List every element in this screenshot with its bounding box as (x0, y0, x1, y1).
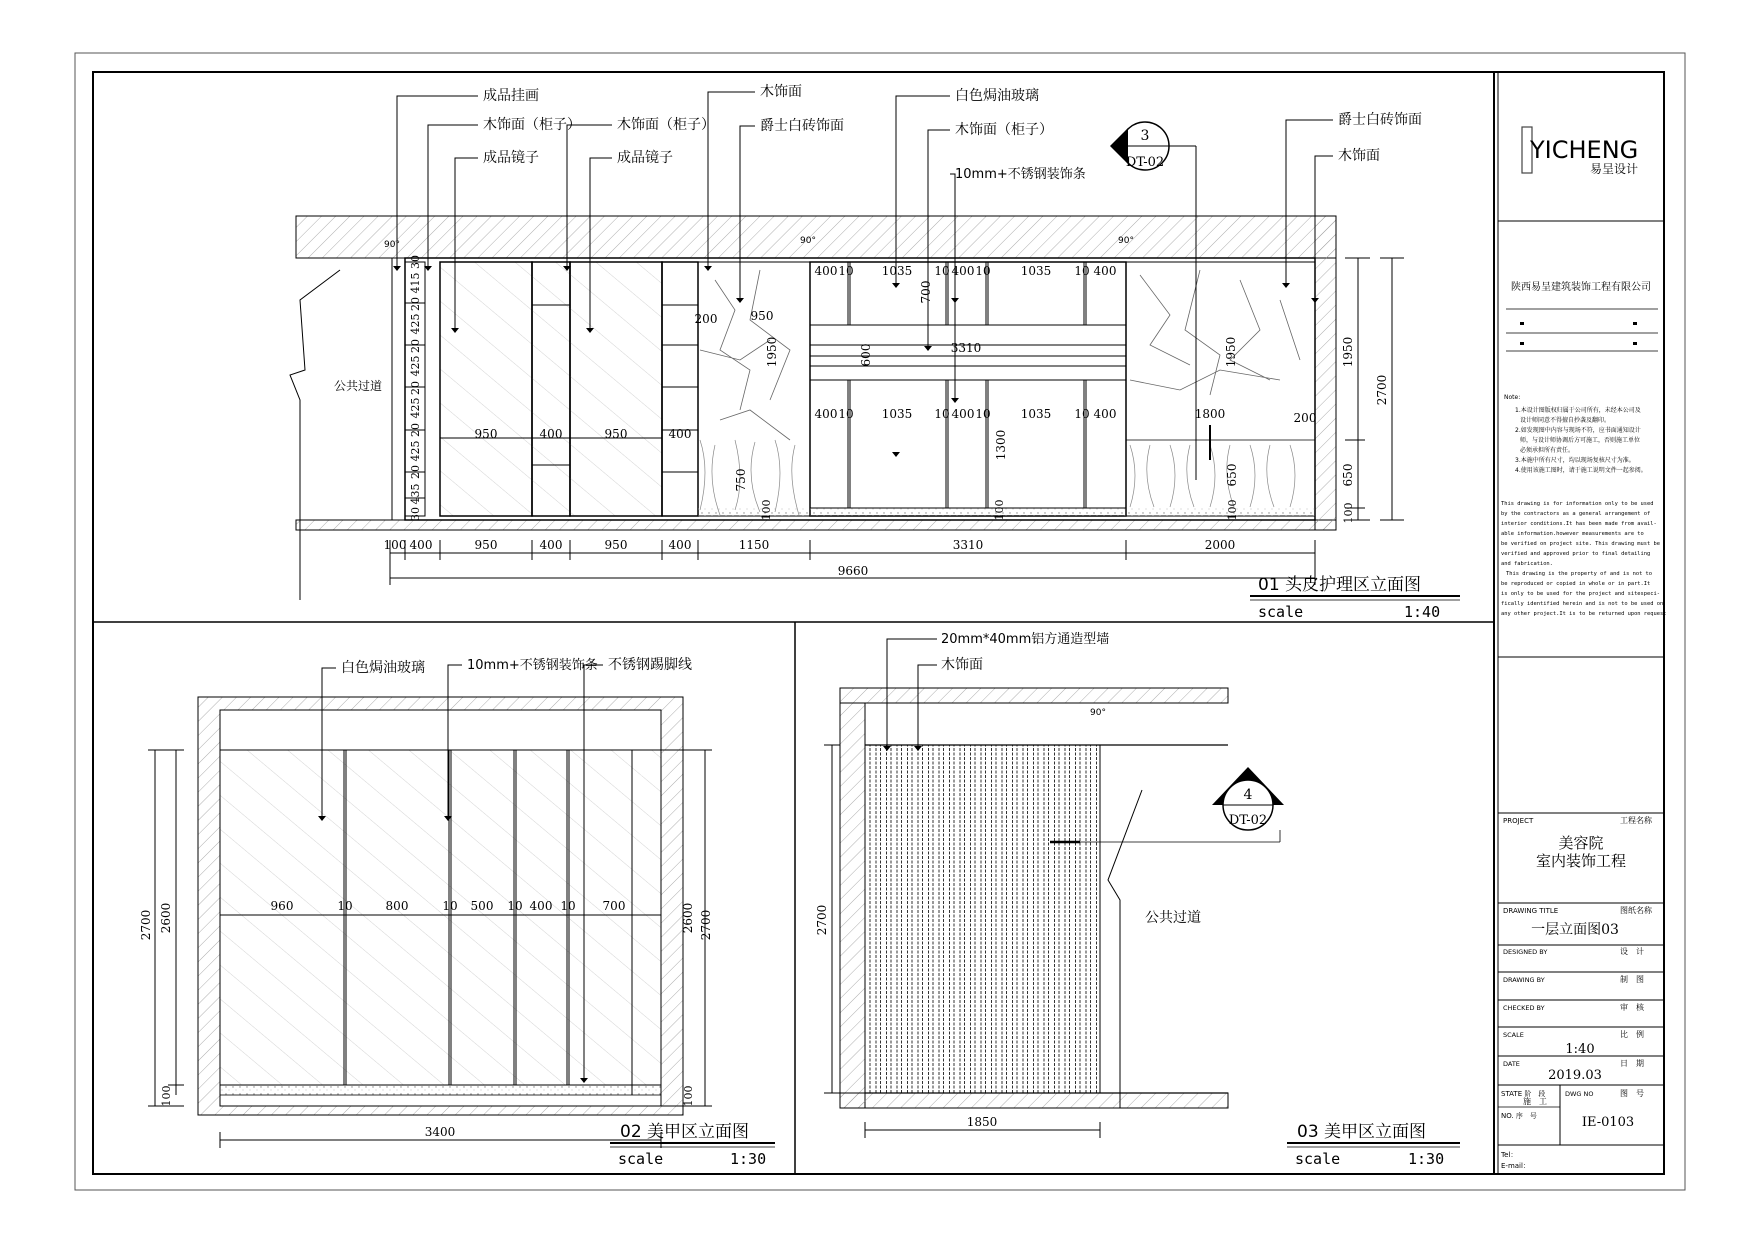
svg-text:图纸名称: 图纸名称 (1620, 906, 1652, 915)
svg-text:by the contractors as a genera: by the contractors as a general arrangement of (1501, 511, 1651, 517)
svg-text:1035: 1035 (1020, 264, 1052, 278)
section-mark-4 (1080, 767, 1284, 842)
svg-text:E-mail：: E-mail： (1501, 1162, 1530, 1170)
svg-text:400: 400 (668, 538, 692, 552)
aluminum-tube (1080, 745, 1086, 1093)
svg-text:1035: 1035 (881, 407, 913, 421)
title-01: 01 头皮护理区立面图 (1258, 575, 1422, 595)
title-block (1498, 127, 1667, 1170)
notes-en (1501, 501, 1667, 617)
svg-text:3310: 3310 (950, 341, 982, 355)
dim-total-1: 9660 (837, 564, 869, 578)
svg-text:NO. 序 号: NO. 序 号 (1501, 1112, 1537, 1120)
svg-text:比 例: 比 例 (1620, 1030, 1644, 1039)
svg-text:10: 10 (560, 899, 576, 913)
callout-wood-veneer-2: 木饰面 (1338, 148, 1380, 164)
callout-steel-skirting: 不锈钢踢脚线 (608, 657, 692, 673)
svg-text:100: 100 (383, 538, 407, 552)
svg-text:1.本设计图版权归属于公司所有，未经本公司及: 1.本设计图版权归属于公司所有，未经本公司及 (1515, 407, 1641, 414)
aluminum-tube (881, 745, 887, 1093)
marble-panel-right (1126, 262, 1315, 516)
scale-value-03: 1:30 (1408, 1150, 1445, 1168)
svg-text:600: 600 (859, 343, 873, 367)
svg-text:易呈设计: 易呈设计 (1590, 162, 1639, 176)
callout-mirror-2: 成品镜子 (617, 150, 673, 166)
callout-wood-cabinet-2: 木饰面（柜子） (617, 117, 715, 133)
right-wall (1315, 216, 1336, 530)
elevation-01 (290, 83, 1460, 621)
svg-text:2.如发现图中内容与现场不符，应书面通知设计: 2.如发现图中内容与现场不符，应书面通知设计 (1515, 427, 1641, 434)
aluminum-tube (996, 745, 1002, 1093)
dim-height-3: 2700 (815, 904, 829, 936)
scale-label-01: scale (1258, 603, 1304, 621)
svg-text:200: 200 (694, 312, 718, 326)
svg-text:STATE 阶 段: STATE 阶 段 (1501, 1090, 1546, 1098)
svg-text:2600: 2600 (159, 902, 173, 934)
svg-text:CHECKED BY: CHECKED BY (1503, 1004, 1545, 1012)
callout-wood-veneer-3: 木饰面 (941, 657, 983, 673)
svg-text:3.本施中所有尺寸，均以现场复核尺寸为准。: 3.本施中所有尺寸，均以现场复核尺寸为准。 (1515, 457, 1635, 464)
angle-mark-1: 90° (384, 240, 400, 250)
notes-head: Note: (1504, 394, 1521, 401)
svg-text:100: 100 (993, 499, 1006, 521)
svg-text:interior conditions.It has bee: interior conditions.It has been made from avail- (1501, 521, 1657, 527)
svg-text:1950: 1950 (1341, 336, 1355, 368)
svg-text:30: 30 (409, 255, 422, 269)
svg-text:435: 435 (409, 483, 422, 505)
title-block-date: 2019.03 (1548, 1068, 1602, 1083)
aluminum-tubes (870, 745, 1097, 1093)
mirror-panel-2 (570, 262, 662, 516)
callout-wood-cabinet-1: 木饰面（柜子） (483, 117, 581, 133)
glass-wall-2 (220, 750, 661, 1085)
svg-text:DATE: DATE (1503, 1060, 1520, 1068)
scale-value-01: 1:40 (1404, 603, 1441, 621)
svg-text:图 号: 图 号 (1620, 1089, 1644, 1098)
svg-text:verified and approved prior to: verified and approved prior to final detailing (1501, 551, 1651, 557)
svg-text:This drawing is for informatio: This drawing is for information only to be used (1501, 501, 1654, 507)
svg-text:1300: 1300 (994, 429, 1008, 461)
title-03: 03 美甲区立面图 (1297, 1122, 1427, 1142)
svg-text:师，与设计师协调后方可施工，否则施工单位: 师，与设计师协调后方可施工，否则施工单位 (1520, 437, 1641, 444)
svg-text:30: 30 (409, 507, 422, 521)
svg-text:be reproduced or copied in who: be reproduced or copied in whole or in part.It (1501, 581, 1651, 587)
svg-text:400: 400 (409, 538, 433, 552)
svg-text:700: 700 (602, 899, 626, 913)
elevation-03 (815, 631, 1460, 1168)
svg-text:able information.however measu: able information.however measurements are to (1501, 531, 1644, 537)
svg-text:制 图: 制 图 (1620, 975, 1644, 984)
svg-text:Tel：: Tel： (1501, 1151, 1518, 1159)
svg-text:3310: 3310 (952, 538, 984, 552)
svg-text:2000: 2000 (1204, 538, 1236, 552)
aluminum-tube (944, 745, 950, 1093)
svg-text:10: 10 (838, 407, 854, 421)
svg-text:650: 650 (1341, 463, 1355, 487)
mirror-panel-1 (440, 262, 532, 516)
callout-framed-art: 成品挂画 (483, 88, 539, 104)
aluminum-tube (1049, 745, 1055, 1093)
svg-text:1150: 1150 (738, 538, 770, 552)
title-02: 02 美甲区立面图 (620, 1122, 750, 1142)
svg-text:425: 425 (409, 355, 422, 377)
svg-text:施 工: 施 工 (1523, 1097, 1547, 1106)
svg-text:400: 400 (539, 538, 563, 552)
svg-text:必须承担所有责任。: 必须承担所有责任。 (1520, 447, 1575, 454)
svg-text:DRAWING TITLE: DRAWING TITLE (1503, 907, 1559, 915)
callout-mirror-1: 成品镜子 (483, 150, 539, 166)
aluminum-tube (1017, 745, 1023, 1093)
svg-text:20: 20 (409, 339, 422, 353)
aluminum-tube (1007, 745, 1013, 1093)
svg-text:400: 400 (1093, 407, 1117, 421)
section-mark-3 (1110, 110, 1196, 480)
title-block-scale: 1:40 (1565, 1042, 1595, 1057)
aluminum-tube (1059, 745, 1065, 1093)
aluminum-tube (891, 745, 897, 1093)
svg-text:20: 20 (409, 465, 422, 479)
svg-text:SCALE: SCALE (1503, 1031, 1524, 1039)
svg-text:10: 10 (442, 899, 458, 913)
svg-text:DT-02: DT-02 (1125, 155, 1165, 170)
callout-white-glass-2: 白色焗油玻璃 (341, 660, 425, 676)
svg-text:2700: 2700 (699, 909, 713, 941)
svg-text:YICHENG: YICHENG (1530, 136, 1639, 164)
svg-text:950: 950 (474, 427, 498, 441)
svg-text:425: 425 (409, 313, 422, 335)
ceiling-slab (296, 216, 1336, 258)
svg-text:425: 425 (409, 440, 422, 462)
svg-text:100: 100 (1226, 499, 1239, 521)
floor-slab (296, 520, 1336, 530)
corridor-label-3: 公共过道 (1145, 910, 1201, 926)
svg-text:工程名称: 工程名称 (1620, 816, 1652, 825)
svg-text:2700: 2700 (1375, 374, 1389, 406)
company-logo (1522, 127, 1638, 176)
svg-text:10: 10 (838, 264, 854, 278)
callout-aluminum-tube: 20mm*40mm铝方通造型墙 (941, 632, 1110, 647)
svg-text:1950: 1950 (1224, 336, 1238, 368)
company-name: 陕西易呈建筑装饰工程有限公司 (1511, 282, 1651, 293)
svg-text:PROJECT: PROJECT (1503, 817, 1534, 825)
svg-text:10: 10 (507, 899, 523, 913)
callout-white-glass: 白色焗油玻璃 (955, 88, 1039, 104)
svg-text:950: 950 (750, 309, 774, 323)
svg-text:100: 100 (1342, 502, 1355, 524)
drawing-title: 一层立面图03 (1531, 922, 1619, 938)
left-wall-3 (840, 703, 865, 1108)
svg-text:日 期: 日 期 (1620, 1059, 1644, 1068)
svg-text:400: 400 (951, 264, 975, 278)
svg-text:400: 400 (529, 899, 553, 913)
svg-text:DESIGNED BY: DESIGNED BY (1503, 948, 1548, 956)
project-name-line1: 美容院 (1558, 834, 1604, 852)
callout-steel-strip-2: 10mm+不锈钢装饰条 (467, 658, 598, 673)
aluminum-tube (1091, 745, 1097, 1093)
callout-wood-veneer-1: 木饰面 (760, 84, 802, 100)
aluminum-tube (912, 745, 918, 1093)
bottom-dims-1 (390, 540, 1315, 585)
angle-mark-4: 90° (1090, 708, 1106, 718)
svg-text:3: 3 (1140, 128, 1150, 144)
floor-slab-3 (840, 1093, 1228, 1108)
svg-text:500: 500 (470, 899, 494, 913)
svg-text:400: 400 (814, 264, 838, 278)
notes-cn (1515, 406, 1647, 474)
ceiling-slab-3 (840, 688, 1228, 703)
svg-text:10: 10 (934, 407, 950, 421)
svg-text:fically identified herein and: fically identified herein and is not to be used on (1501, 601, 1664, 607)
svg-text:400: 400 (814, 407, 838, 421)
scale-label-03: scale (1295, 1150, 1341, 1168)
aluminum-tube (933, 745, 939, 1093)
svg-text:be verified on project site. T: be verified on project site. This drawing must be (1501, 541, 1661, 547)
svg-text:950: 950 (604, 427, 628, 441)
aluminum-tube (1070, 745, 1076, 1093)
svg-text:10: 10 (934, 264, 950, 278)
svg-text:415: 415 (409, 272, 422, 294)
svg-text:400: 400 (539, 427, 563, 441)
angle-mark-3: 90° (1118, 236, 1134, 246)
aluminum-tube (923, 745, 929, 1093)
callout-steel-strip: 10mm+不锈钢装饰条 (955, 167, 1086, 182)
svg-text:2600: 2600 (681, 902, 695, 934)
aluminum-tube (1038, 745, 1044, 1093)
svg-text:2700: 2700 (139, 909, 153, 941)
dim-width-3: 1850 (966, 1115, 998, 1129)
svg-text:100: 100 (760, 499, 773, 521)
wood-cabinet-1 (532, 262, 570, 516)
svg-text:750: 750 (734, 468, 748, 492)
svg-text:400: 400 (668, 427, 692, 441)
aluminum-tube (965, 745, 971, 1093)
svg-text:1800: 1800 (1194, 407, 1226, 421)
svg-text:DT-02: DT-02 (1228, 813, 1268, 828)
svg-text:100: 100 (160, 1085, 173, 1107)
callout-jazz-white-2: 爵士白砖饰面 (1338, 112, 1422, 128)
svg-text:400: 400 (1093, 264, 1117, 278)
project-name-line2: 室内装饰工程 (1535, 852, 1627, 870)
angle-mark-2: 90° (800, 236, 816, 246)
aluminum-tube (954, 745, 960, 1093)
callout-jazz-white-1: 爵士白砖饰面 (760, 118, 844, 134)
aluminum-tube (870, 745, 876, 1093)
svg-text:10: 10 (1074, 407, 1090, 421)
svg-text:10: 10 (337, 899, 353, 913)
svg-text:10: 10 (975, 264, 991, 278)
svg-text:400: 400 (951, 407, 975, 421)
svg-text:1950: 1950 (765, 336, 779, 368)
svg-text:950: 950 (474, 538, 498, 552)
svg-text:DWG NO: DWG NO (1565, 1090, 1594, 1098)
svg-text:100: 100 (682, 1085, 695, 1107)
svg-text:设 计: 设 计 (1620, 947, 1644, 956)
left-vertical-dims-1 (392, 255, 422, 521)
scale-value-02: 1:30 (730, 1150, 767, 1168)
svg-text:950: 950 (604, 538, 628, 552)
aluminum-tube (902, 745, 908, 1093)
svg-text:and fabrication.: and fabrication. (1501, 561, 1553, 567)
svg-text:4.使用该施工图时，请于施工说明文件一起参阅。: 4.使用该施工图时，请于施工说明文件一起参阅。 (1515, 467, 1647, 474)
svg-text:审 核: 审 核 (1620, 1003, 1644, 1012)
svg-text:1035: 1035 (881, 264, 913, 278)
svg-text:800: 800 (385, 899, 409, 913)
drawing-number: IE-0103 (1581, 1115, 1635, 1130)
wood-cabinet-2 (662, 262, 698, 516)
aluminum-tube (975, 745, 981, 1093)
elevation-02 (139, 656, 775, 1168)
center-cabinet (810, 262, 1126, 516)
svg-text:20: 20 (409, 297, 422, 311)
svg-text:10: 10 (1074, 264, 1090, 278)
corridor-label-1: 公共过道 (334, 379, 383, 393)
callout-wood-cabinet-3: 木饰面（柜子） (955, 122, 1053, 138)
svg-text:700: 700 (919, 280, 933, 304)
svg-text:20: 20 (409, 423, 422, 437)
svg-text:425: 425 (409, 397, 422, 419)
svg-text:200: 200 (1293, 411, 1317, 425)
scale-label-02: scale (618, 1150, 664, 1168)
aluminum-tube (1028, 745, 1034, 1093)
svg-text:This drawing is the property o: This drawing is the property of and is not to (1506, 571, 1653, 577)
aluminum-tube (986, 745, 992, 1093)
dim-width-2: 3400 (424, 1125, 456, 1139)
svg-text:10: 10 (975, 407, 991, 421)
svg-text:DRAWING BY: DRAWING BY (1503, 976, 1545, 984)
svg-text:any other project.It is to be: any other project.It is to be returned upon request (1501, 611, 1667, 617)
svg-text:1035: 1035 (1020, 407, 1052, 421)
svg-text:960: 960 (270, 899, 294, 913)
svg-text:4: 4 (1243, 787, 1253, 803)
svg-text:设计师同意不得擅自抄袭及翻印。: 设计师同意不得擅自抄袭及翻印。 (1520, 417, 1611, 424)
svg-text:20: 20 (409, 381, 422, 395)
svg-text:650: 650 (1225, 463, 1239, 487)
svg-text:is only to be used for the pro: is only to be used for the project and sitespeci- (1501, 591, 1661, 597)
